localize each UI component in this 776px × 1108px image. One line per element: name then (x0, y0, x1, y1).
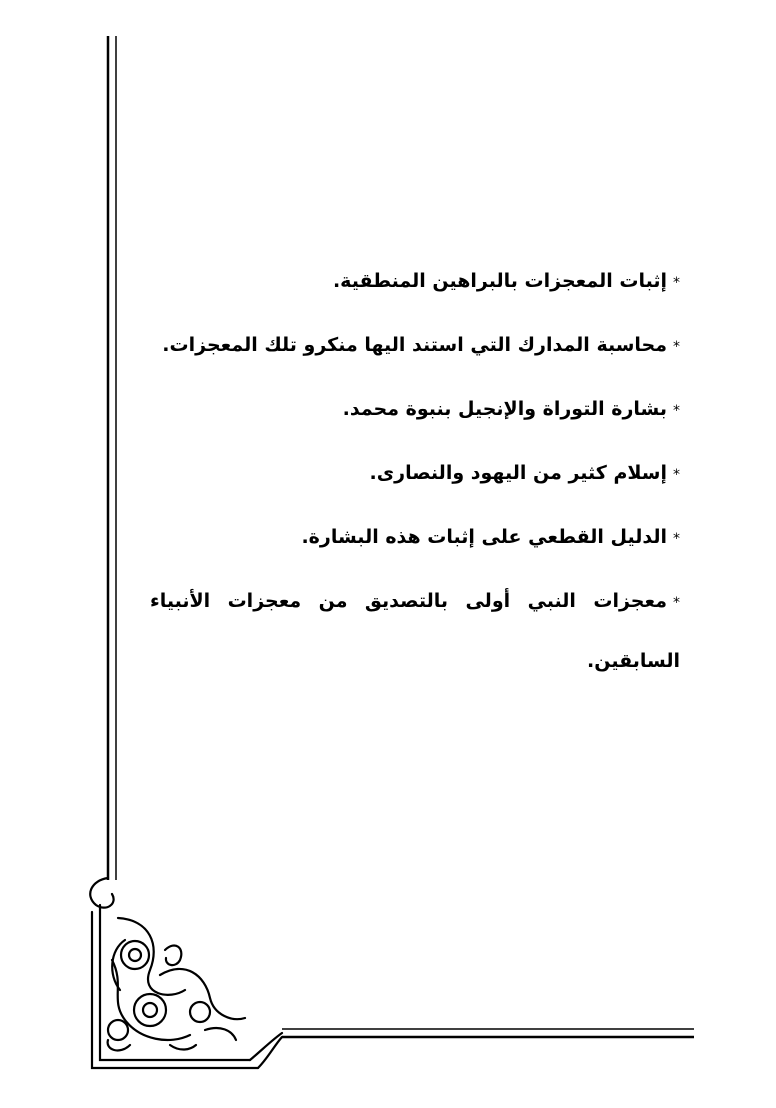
content-list (150, 266, 680, 722)
bullet-star-icon: * (673, 403, 680, 419)
list-item (150, 266, 680, 298)
list-item (150, 330, 680, 362)
list-item (150, 522, 680, 554)
bullet-star-icon: * (673, 339, 680, 355)
list-item-text: بشارة التوراة والإنجيل بنبوة محمد. (342, 398, 667, 420)
bullet-star-icon: * (673, 531, 680, 547)
list-item (150, 572, 680, 690)
list-item-text: معجزات النبي أولى بالتصديق من معجزات الأنبياء السابقين. (150, 590, 680, 672)
bullet-star-icon: * (673, 275, 680, 291)
list-item (150, 458, 680, 490)
list-item-text: إثبات المعجزات بالبراهين المنطقية. (332, 270, 667, 292)
list-item-text: إسلام كثير من اليهود والنصارى. (369, 462, 667, 484)
corner-ornament-icon (90, 878, 282, 1068)
bullet-star-icon: * (673, 467, 680, 483)
list-item-text: الدليل القطعي على إثبات هذه البشارة. (301, 526, 667, 548)
list-item (150, 394, 680, 426)
bullet-star-icon: * (673, 595, 680, 611)
list-item-text: محاسبة المدارك التي استند اليها منكرو تلك المعجزات. (162, 334, 667, 356)
